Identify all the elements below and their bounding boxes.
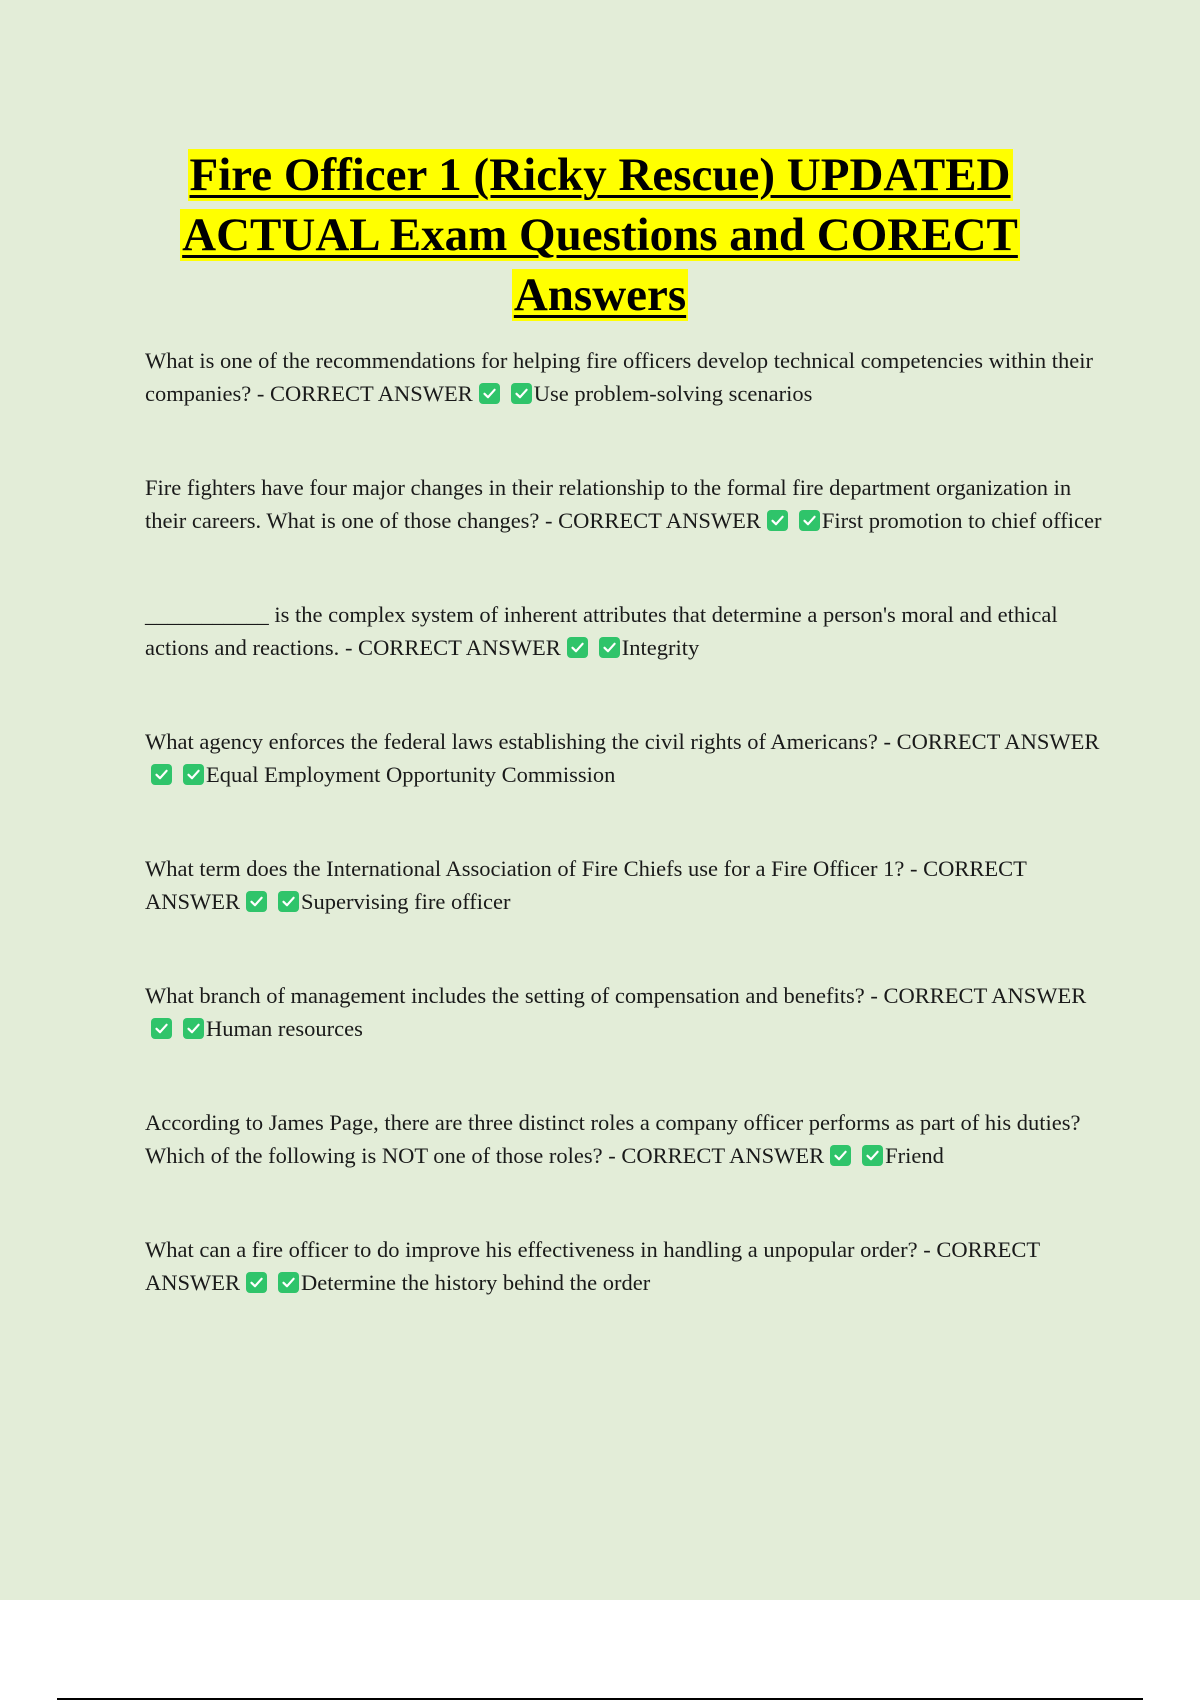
- check-mark-icon: [567, 637, 588, 658]
- check-mark-icon: [246, 1272, 267, 1293]
- answer-marker: - CORRECT ANSWER: [870, 983, 1087, 1008]
- check-mark-icon: [799, 510, 820, 531]
- qa-item: [145, 1233, 1105, 1299]
- qa-item: [145, 725, 1105, 791]
- answer-marker: - CORRECT ANSWER: [145, 856, 1027, 914]
- qa-item: [145, 979, 1105, 1045]
- answer-text: Friend: [885, 1143, 944, 1168]
- answer-marker: - CORRECT ANSWER: [608, 1143, 825, 1168]
- check-mark-icon: [830, 1145, 851, 1166]
- check-mark-icon: [862, 1145, 883, 1166]
- qa-item: [145, 471, 1105, 537]
- check-mark-icon: [511, 383, 532, 404]
- question-text: According to James Page, there are three distinct roles a company officer performs as part of his duties? Which of the following is NOT one of those roles?: [145, 1110, 1081, 1168]
- answer-marker: - CORRECT ANSWER: [145, 1237, 1040, 1295]
- title-line-3: Answers: [513, 269, 687, 321]
- document-title: [100, 145, 1100, 325]
- answer-text: First promotion to chief officer: [821, 508, 1102, 533]
- check-mark-icon: [767, 510, 788, 531]
- check-mark-icon: [278, 1272, 299, 1293]
- qa-item: [145, 598, 1105, 664]
- check-mark-icon: [599, 637, 620, 658]
- check-mark-icon: [278, 891, 299, 912]
- check-mark-icon: [183, 1018, 204, 1039]
- question-text: What agency enforces the federal laws establishing the civil rights of Americans?: [145, 729, 878, 754]
- question-text: What term does the International Association of Fire Chiefs use for a Fire Officer 1?: [145, 856, 905, 881]
- check-mark-icon: [479, 383, 500, 404]
- check-mark-icon: [151, 764, 172, 785]
- qa-item: [145, 344, 1105, 410]
- qa-item: [145, 1106, 1105, 1172]
- qa-item: [145, 852, 1105, 918]
- answer-marker: - CORRECT ANSWER: [256, 381, 473, 406]
- question-text: What can a fire officer to do improve his effectiveness in handling a unpopular order?: [145, 1237, 918, 1262]
- title-line-2: ACTUAL Exam Questions and CORECT: [182, 209, 1018, 261]
- answer-marker: - CORRECT ANSWER: [545, 508, 761, 533]
- answer-marker: - CORRECT ANSWER: [344, 635, 561, 660]
- check-mark-icon: [183, 764, 204, 785]
- answer-text: Determine the history behind the order: [301, 1270, 651, 1295]
- question-text: What is one of the recommendations for helping fire officers develop technical competencies within their companies?: [145, 348, 1093, 406]
- answer-text: Use problem-solving scenarios: [533, 381, 813, 406]
- answer-text: Integrity: [621, 635, 700, 660]
- qa-list: [145, 344, 1105, 1360]
- check-mark-icon: [246, 891, 267, 912]
- answer-text: Equal Employment Opportunity Commission: [206, 762, 616, 787]
- question-text: What branch of management includes the setting of compensation and benefits?: [145, 983, 865, 1008]
- question-text: Fire fighters have four major changes in their relationship to the formal fire department organization in their careers. What is one of those changes?: [145, 475, 1072, 533]
- answer-text: Supervising fire officer: [301, 889, 511, 914]
- title-line-1: Fire Officer 1 (Ricky Rescue) UPDATED: [189, 149, 1011, 201]
- answer-text: Human resources: [206, 1016, 363, 1041]
- answer-marker: - CORRECT ANSWER: [883, 729, 1100, 754]
- check-mark-icon: [151, 1018, 172, 1039]
- question-text: ___________ is the complex system of inherent attributes that determine a person's moral and ethical actions and reactions.: [145, 602, 1058, 660]
